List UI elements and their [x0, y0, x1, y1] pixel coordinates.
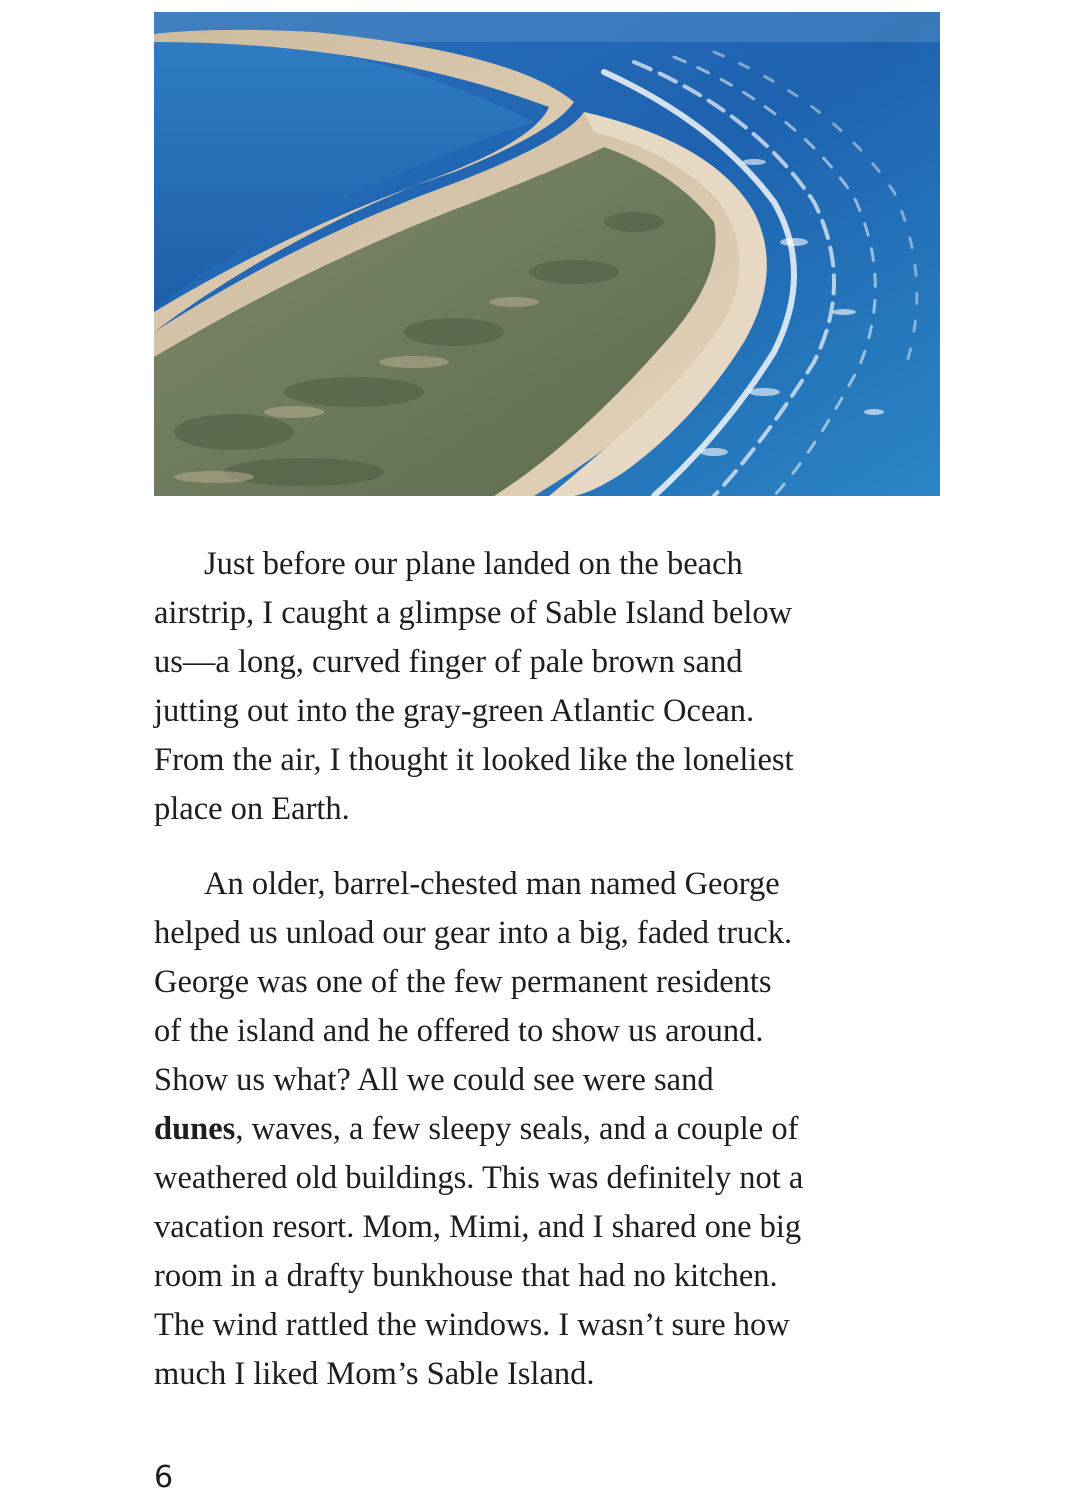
paragraph-1-text: Just before our plane landed on the beach airstrip, I caught a glimpse of Sable Island below us—a long, curved finger of pale brown sand jutting out into the gray-green Atlantic Ocean. From the air, I thought it looked like the loneliest place on Earth. [154, 546, 794, 827]
story-text [154, 540, 954, 1399]
page-number: 6 [154, 1460, 174, 1495]
paragraph-2-text-after: , waves, a few sleepy seals, and a couple of weathered old buildings. This was definitely not a vacation resort. Mom, Mimi, and I shared one big room in a drafty bunkhouse that had no kitchen. The wind rattled the windows. I wasn’t sure how much I liked Mom’s Sable Island. [154, 1111, 804, 1392]
vocabulary-word: dunes [154, 1111, 236, 1147]
paragraph-1 [154, 540, 954, 834]
paragraph-2 [154, 860, 954, 1399]
sable-island-aerial-image [154, 12, 940, 496]
island-photo [154, 12, 940, 496]
paragraph-2-text-before: An older, barrel-chested man named George helped us unload our gear into a big, faded truck. George was one of the few permanent residents of the island and he offered to show us around. Show us what? All we could see were sand [154, 866, 793, 1098]
